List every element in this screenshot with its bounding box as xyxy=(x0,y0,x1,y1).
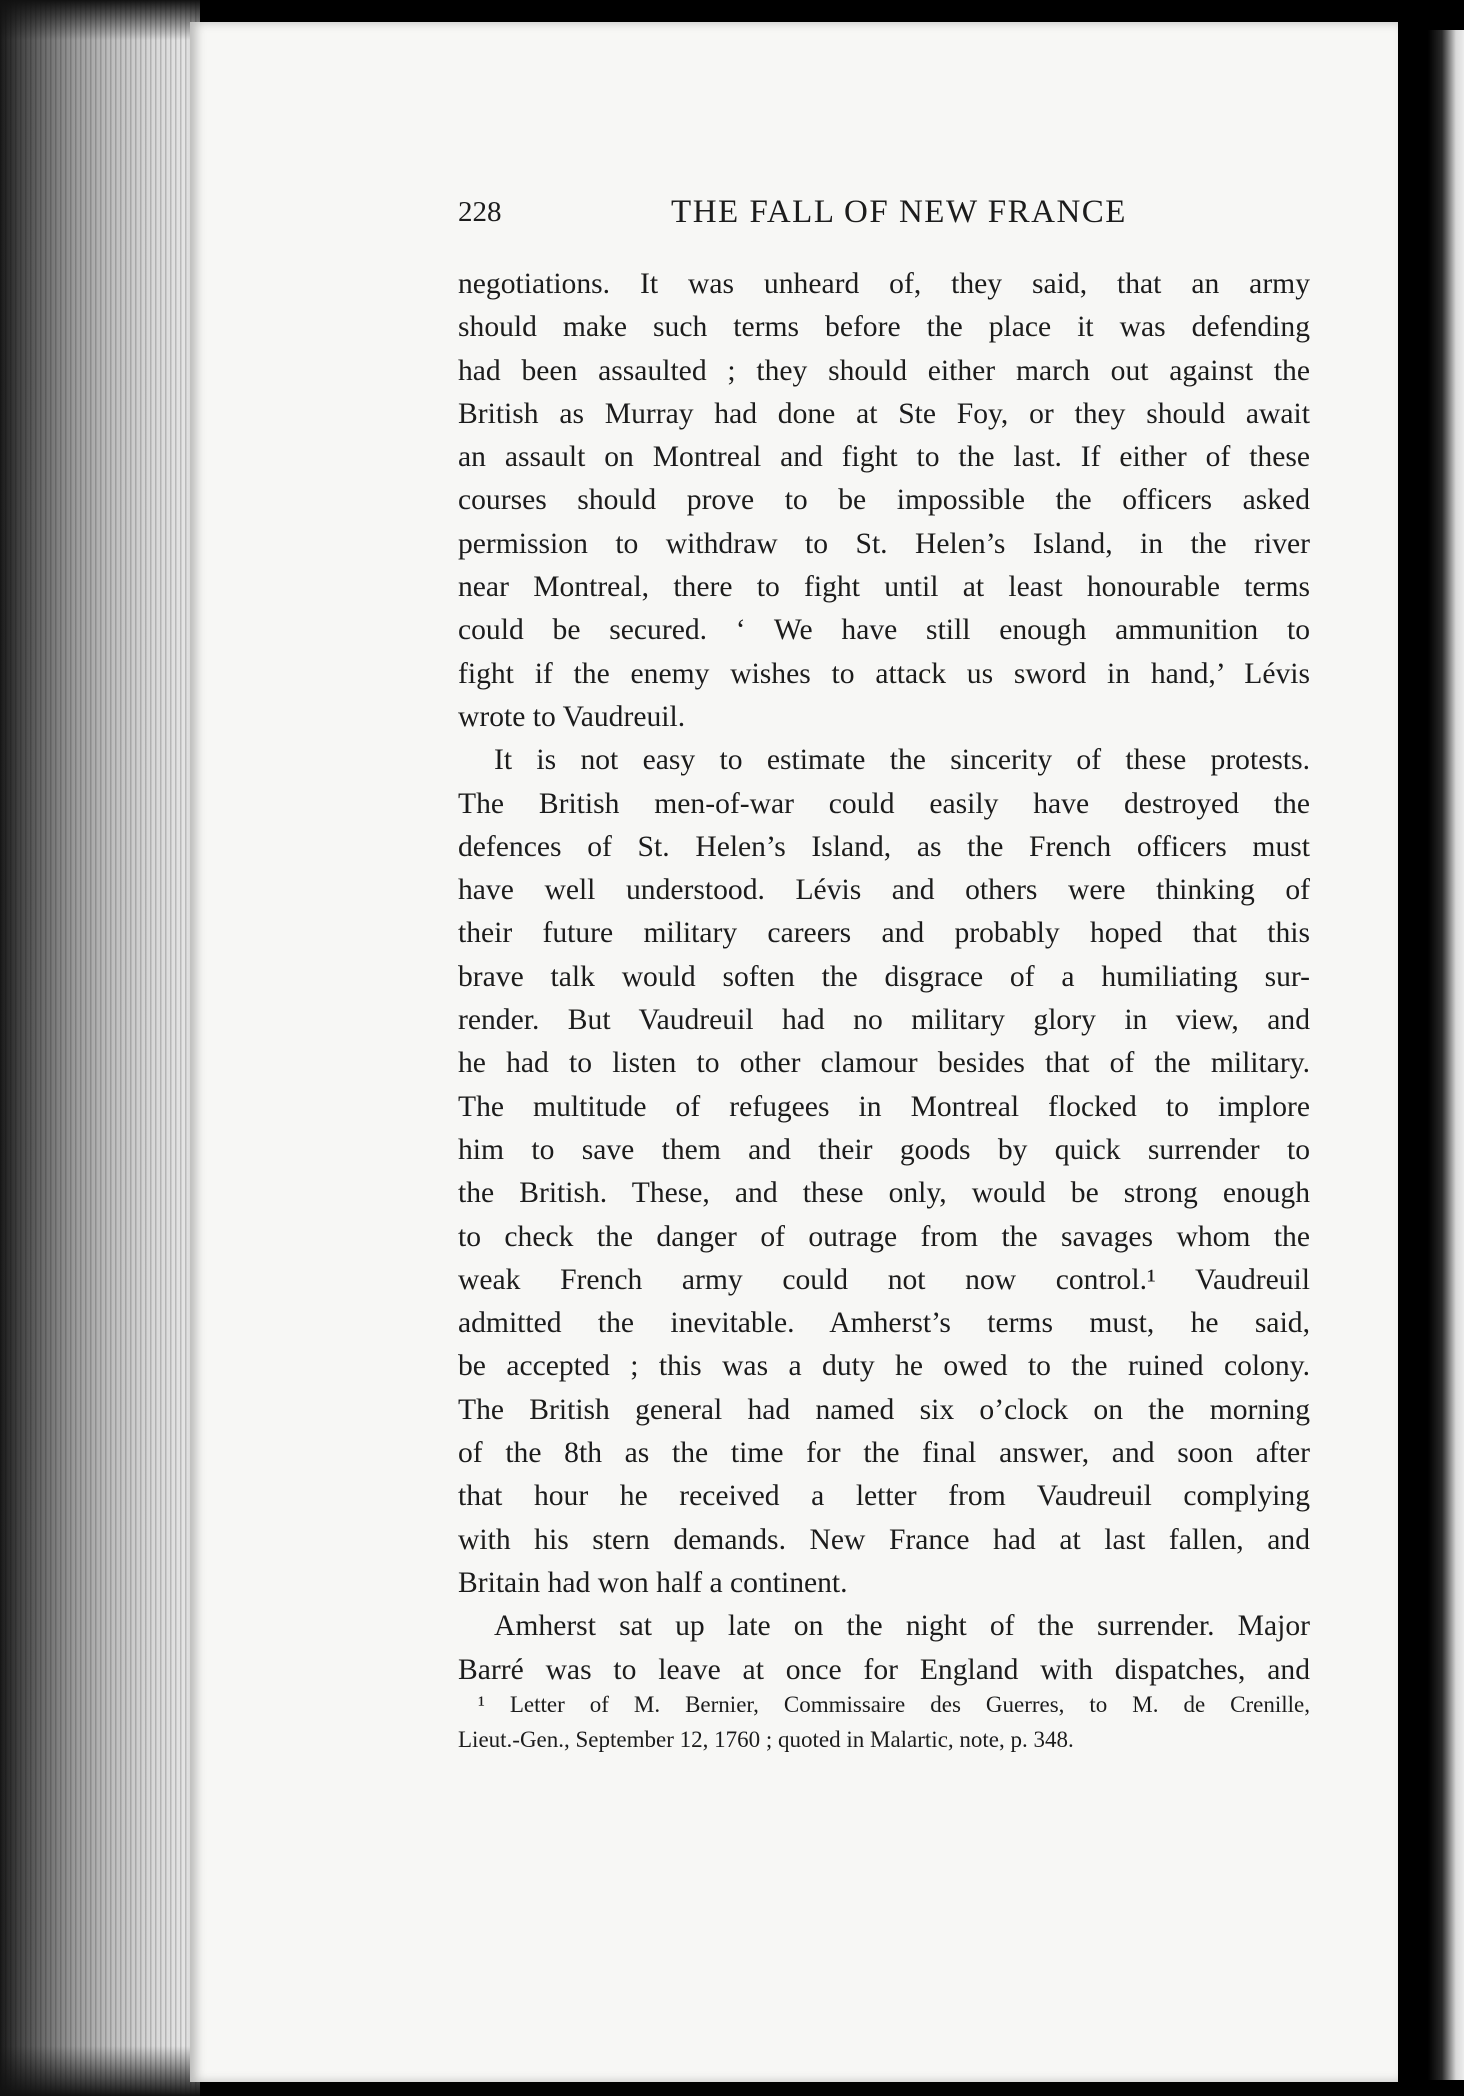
body-text xyxy=(458,263,1310,1692)
text-line: near Montreal, there to fight until at least honourable terms xyxy=(458,571,1310,604)
text-line: The British men-of-war could easily have destroyed the xyxy=(458,787,1310,820)
text-line: permission to withdraw to St. Helen’s Island, in the river xyxy=(458,527,1310,560)
next-page-edge xyxy=(1428,30,1464,2080)
text-line: Amherst sat up late on the night of the surrender. Major xyxy=(494,1610,1310,1643)
text-line: courses should prove to be impossible the officers asked xyxy=(458,484,1310,517)
running-head xyxy=(458,187,1310,237)
text-line: British as Murray had done at Ste Foy, or they should await xyxy=(458,397,1310,430)
text-line: wrote to Vaudreuil. xyxy=(458,700,686,733)
text-line: render. But Vaudreuil had no military glory in view, and xyxy=(458,1004,1310,1037)
text-line: The multitude of refugees in Montreal flocked to implore xyxy=(458,1090,1310,1123)
text-line: could be secured. ‘ We have still enough ammunition to xyxy=(458,614,1310,647)
text-line: he had to listen to other clamour besides that of the military. xyxy=(458,1047,1310,1080)
text-line: Britain had won half a continent. xyxy=(458,1566,848,1599)
text-line: be accepted ; this was a duty he owed to the ruined colony. xyxy=(458,1350,1310,1383)
text-line: It is not easy to estimate the sincerity of these protests. xyxy=(494,744,1310,777)
text-line: admitted the inevitable. Amherst’s terms must, he said, xyxy=(458,1307,1310,1340)
text-line: an assault on Montreal and fight to the last. If either of these xyxy=(458,441,1310,474)
page-edges-shadow-top xyxy=(0,0,200,40)
book-page xyxy=(190,22,1398,2082)
text-line: fight if the enemy wishes to attack us sword in hand,’ Lévis xyxy=(458,657,1310,690)
page-edges-shadow-bottom xyxy=(0,2046,200,2096)
text-line: weak French army could not now control.¹ Vaudreuil xyxy=(458,1263,1310,1296)
text-line: of the 8th as the time for the final answer, and soon after xyxy=(458,1437,1310,1470)
text-line: with his stern demands. New France had at last fallen, and xyxy=(458,1523,1310,1556)
text-line: him to save them and their goods by quick surrender to xyxy=(458,1133,1310,1166)
text-line: should make such terms before the place it was defending xyxy=(458,311,1310,344)
text-line: The British general had named six o’clock on the morning xyxy=(458,1393,1310,1426)
text-line: had been assaulted ; they should either march out against the xyxy=(458,354,1310,387)
text-line: negotiations. It was unheard of, they said, that an army xyxy=(458,268,1310,300)
text-line: Barré was to leave at once for England with dispatches, and xyxy=(458,1653,1310,1686)
text-line: brave talk would soften the disgrace of a humiliating sur- xyxy=(458,960,1310,993)
text-line: their future military careers and probably hoped that this xyxy=(458,917,1310,950)
running-head-title: THE FALL OF NEW FRANCE xyxy=(671,194,1127,230)
text-line: to check the danger of outrage from the savages whom the xyxy=(458,1220,1310,1253)
footnote-line: Lieut.-Gen., September 12, 1760 ; quoted in Malartic, note, p. 348. xyxy=(458,1727,1074,1752)
text-line: that hour he received a letter from Vaudreuil complying xyxy=(458,1480,1310,1513)
text-line: the British. These, and these only, would be strong enough xyxy=(458,1177,1310,1210)
text-line: have well understood. Lévis and others were thinking of xyxy=(458,874,1310,907)
text-line: defences of St. Helen’s Island, as the French officers must xyxy=(458,830,1310,863)
footnote xyxy=(458,1687,1310,1757)
footnote-line: ¹ Letter of M. Bernier, Commissaire des Guerres, to M. de Crenille, xyxy=(478,1692,1310,1717)
book-page-edges xyxy=(0,0,200,2096)
page-number: 228 xyxy=(458,196,502,228)
